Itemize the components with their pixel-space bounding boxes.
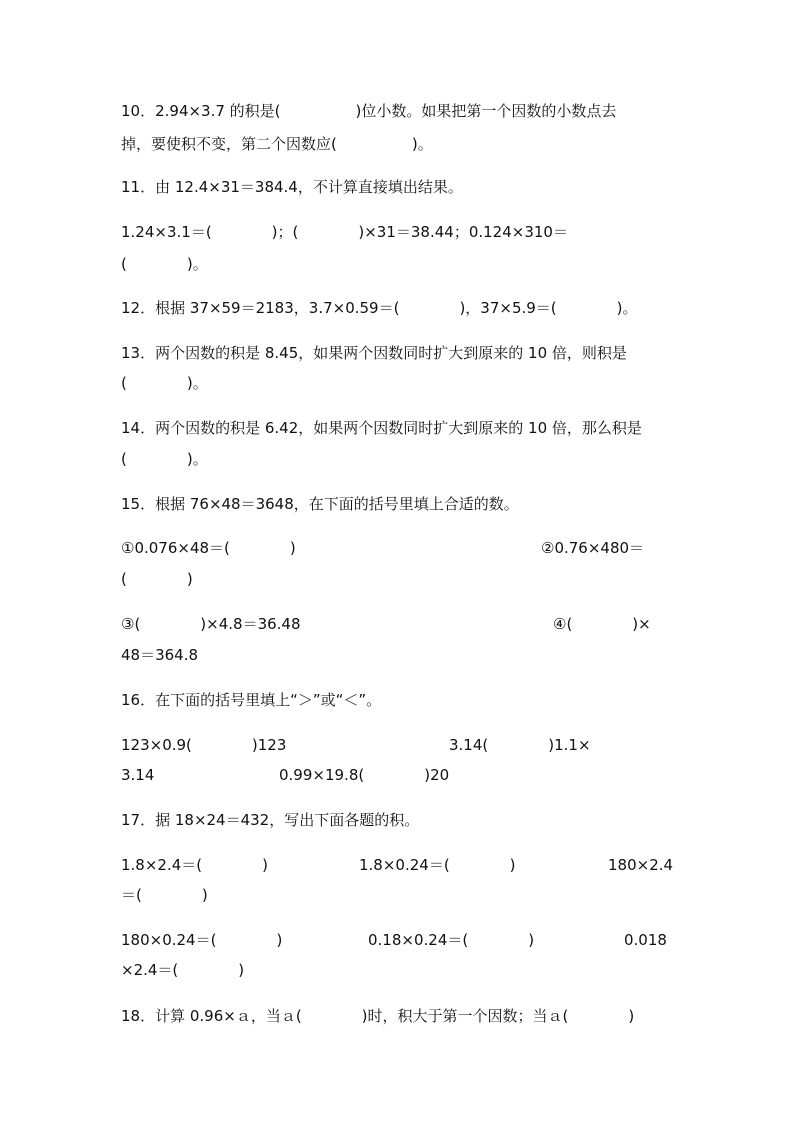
- q15-item-4: ④( )×: [553, 615, 651, 633]
- q15-title: 15．根据 76×48＝3648，在下面的括号里填上合适的数。: [121, 495, 519, 513]
- q16-item-2-continued: 3.14: [121, 766, 155, 784]
- q11-line-1: 1.24×3.1＝( )；( )×31＝38.44；0.124×310＝: [121, 223, 568, 241]
- q13-line-1: 13．两个因数的积是 8.45，如果两个因数同时扩大到原来的 10 倍，则积是: [121, 344, 627, 362]
- q10-line-1: 10．2.94×3.7 的积是( )位小数。如果把第一个因数的小数点去: [121, 102, 617, 120]
- q15-item-1: ①0.076×48＝( ): [121, 539, 296, 557]
- q17-item-2: 1.8×0.24＝( ): [359, 856, 516, 874]
- q15-item-4-continued: 48＝364.8: [121, 646, 199, 664]
- q15-item-3: ③( )×4.8＝36.48: [121, 615, 301, 633]
- q16-item-2: 3.14( )1.1×: [449, 736, 591, 754]
- q13-line-2: ( )。: [121, 374, 208, 392]
- q11-line-2: ( )。: [121, 255, 208, 273]
- q15-item-2-continued: ( ): [121, 570, 193, 588]
- q17-item-6-continued: ×2.4＝( ): [121, 961, 245, 979]
- q14-line-1: 14．两个因数的积是 6.42，如果两个因数同时扩大到原来的 10 倍，那么积是: [121, 419, 642, 437]
- q18-line-1: 18．计算 0.96×ａ，当ａ( )时，积大于第一个因数；当ａ( ): [121, 1007, 635, 1025]
- q17-item-1: 1.8×2.4＝( ): [121, 856, 268, 874]
- q16-title: 16．在下面的括号里填上“＞”或“＜”。: [121, 691, 382, 709]
- q16-item-3: 0.99×19.8( )20: [279, 766, 450, 784]
- q17-item-3-continued: ＝( ): [121, 886, 208, 904]
- q11-title: 11．由 12.4×31＝384.4，不计算直接填出结果。: [121, 178, 463, 196]
- q14-line-2: ( )。: [121, 450, 208, 468]
- q17-title: 17．据 18×24＝432，写出下面各题的积。: [121, 811, 420, 829]
- q17-item-3: 180×2.4: [608, 856, 674, 874]
- q10-line-2: 掉，要使积不变，第二个因数应( )。: [121, 135, 433, 153]
- q16-item-1: 123×0.9( )123: [121, 736, 287, 754]
- q17-item-4: 180×0.24＝( ): [121, 931, 283, 949]
- q17-item-5: 0.18×0.24＝( ): [368, 931, 535, 949]
- q12-line-1: 12．根据 37×59＝2183，3.7×0.59＝( )，37×5.9＝( )。: [121, 299, 638, 317]
- q17-item-6: 0.018: [624, 931, 667, 949]
- q15-item-2: ②0.76×480＝: [541, 539, 645, 557]
